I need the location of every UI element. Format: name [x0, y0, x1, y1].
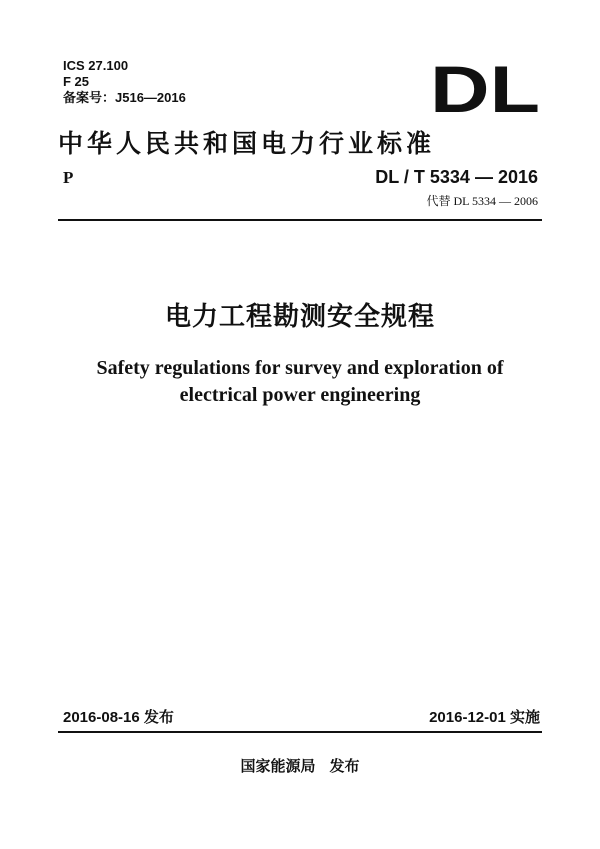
publisher-name: 国家能源局 — [240, 757, 316, 775]
classification-code: F 25 — [63, 74, 90, 89]
classification-block — [63, 58, 186, 106]
document-title-english — [60, 355, 540, 409]
publisher-line — [0, 755, 600, 776]
document-title-chinese: 电力工程勘测安全规程 — [164, 302, 435, 332]
english-title-line-1: Safety regulations for survey and exploration of — [96, 357, 504, 379]
top-divider — [58, 219, 542, 221]
record-number: 备案号：J516—2016 — [63, 90, 186, 105]
issue-date: 2016-08-16 发布 — [63, 709, 174, 726]
dl-logo — [428, 60, 542, 116]
replaces-note: 代替 DL 5334 — 2006 — [426, 194, 538, 208]
standard-type-heading: 中华人民共和国电力行业标准 — [58, 129, 436, 158]
effective-date: 2016-12-01 实施 — [429, 709, 540, 726]
ics-code: ICS 27.100 — [63, 58, 129, 73]
publisher-action: 发布 — [329, 757, 360, 775]
dl-logo-text: DL — [430, 60, 540, 116]
standard-code: DL / T 5334 — 2016 — [375, 167, 538, 187]
english-title-line-2: electrical power engineering — [179, 384, 421, 406]
category-letter: P — [63, 168, 74, 187]
bottom-divider — [58, 731, 542, 733]
